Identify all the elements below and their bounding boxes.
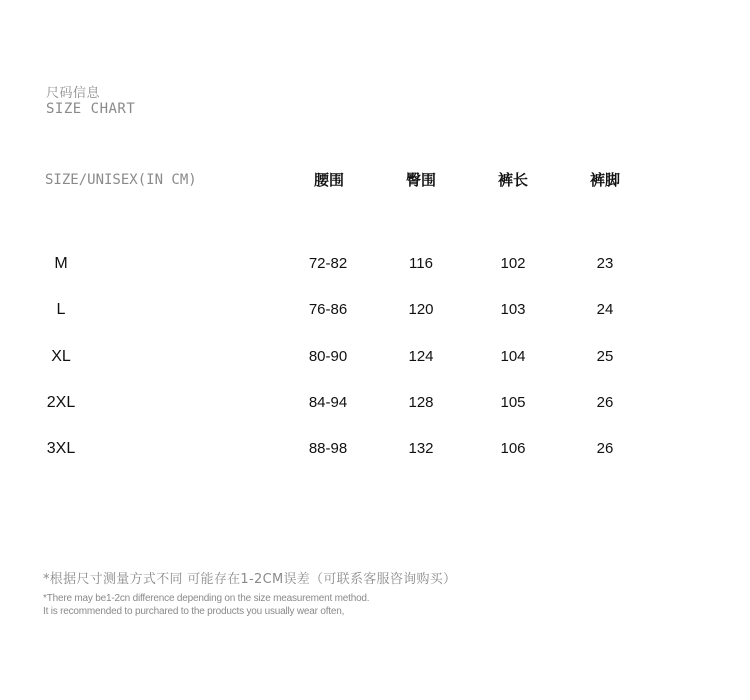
size-label: 3XL xyxy=(46,440,76,457)
waist-value: 88-98 xyxy=(308,440,348,457)
table-row xyxy=(0,253,750,275)
waist-value: 72-82 xyxy=(308,255,348,272)
hem-value: 26 xyxy=(596,394,614,411)
hem-value: 25 xyxy=(596,348,614,365)
waist-column-header: 腰围 xyxy=(313,171,344,189)
measurement-note-chinese: *根据尺寸测量方式不同 可能存在1-2CM误差（可联系客服咨询购买） xyxy=(43,572,457,587)
measurement-note-english-line1: *There may be1-2cn difference depending on the size measurement method. xyxy=(43,593,370,604)
title-chinese: 尺码信息 xyxy=(46,86,101,101)
hip-value: 116 xyxy=(409,255,433,272)
table-row xyxy=(0,392,750,414)
length-value: 104 xyxy=(500,348,526,365)
table-row xyxy=(0,438,750,460)
length-value: 103 xyxy=(500,301,526,318)
hip-value: 128 xyxy=(408,394,434,411)
waist-value: 80-90 xyxy=(308,348,348,365)
length-value: 105 xyxy=(500,394,526,411)
size-label: 2XL xyxy=(46,394,76,411)
table-row xyxy=(0,299,750,321)
length-column-header: 裤长 xyxy=(497,171,528,189)
hem-column-header: 裤脚 xyxy=(589,171,620,189)
hip-value: 120 xyxy=(408,301,434,318)
table-row xyxy=(0,346,750,368)
hip-column-header: 臀围 xyxy=(405,171,436,189)
waist-value: 84-94 xyxy=(308,394,348,411)
title-english: SIZE CHART xyxy=(46,101,136,117)
size-label: M xyxy=(54,255,68,272)
hem-value: 26 xyxy=(596,440,614,457)
hip-value: 132 xyxy=(408,440,434,457)
hip-value: 124 xyxy=(408,348,434,365)
length-value: 102 xyxy=(500,255,526,272)
length-value: 106 xyxy=(500,440,526,457)
waist-value: 76-86 xyxy=(308,301,348,318)
size-column-header: SIZE/UNISEX(IN CM) xyxy=(45,172,197,188)
hem-value: 24 xyxy=(596,301,614,318)
measurement-note-english-line2: It is recommended to purchared to the products you usually wear often, xyxy=(43,606,345,617)
size-label: XL xyxy=(51,348,71,365)
size-label: L xyxy=(56,301,66,318)
hem-value: 23 xyxy=(596,255,614,272)
